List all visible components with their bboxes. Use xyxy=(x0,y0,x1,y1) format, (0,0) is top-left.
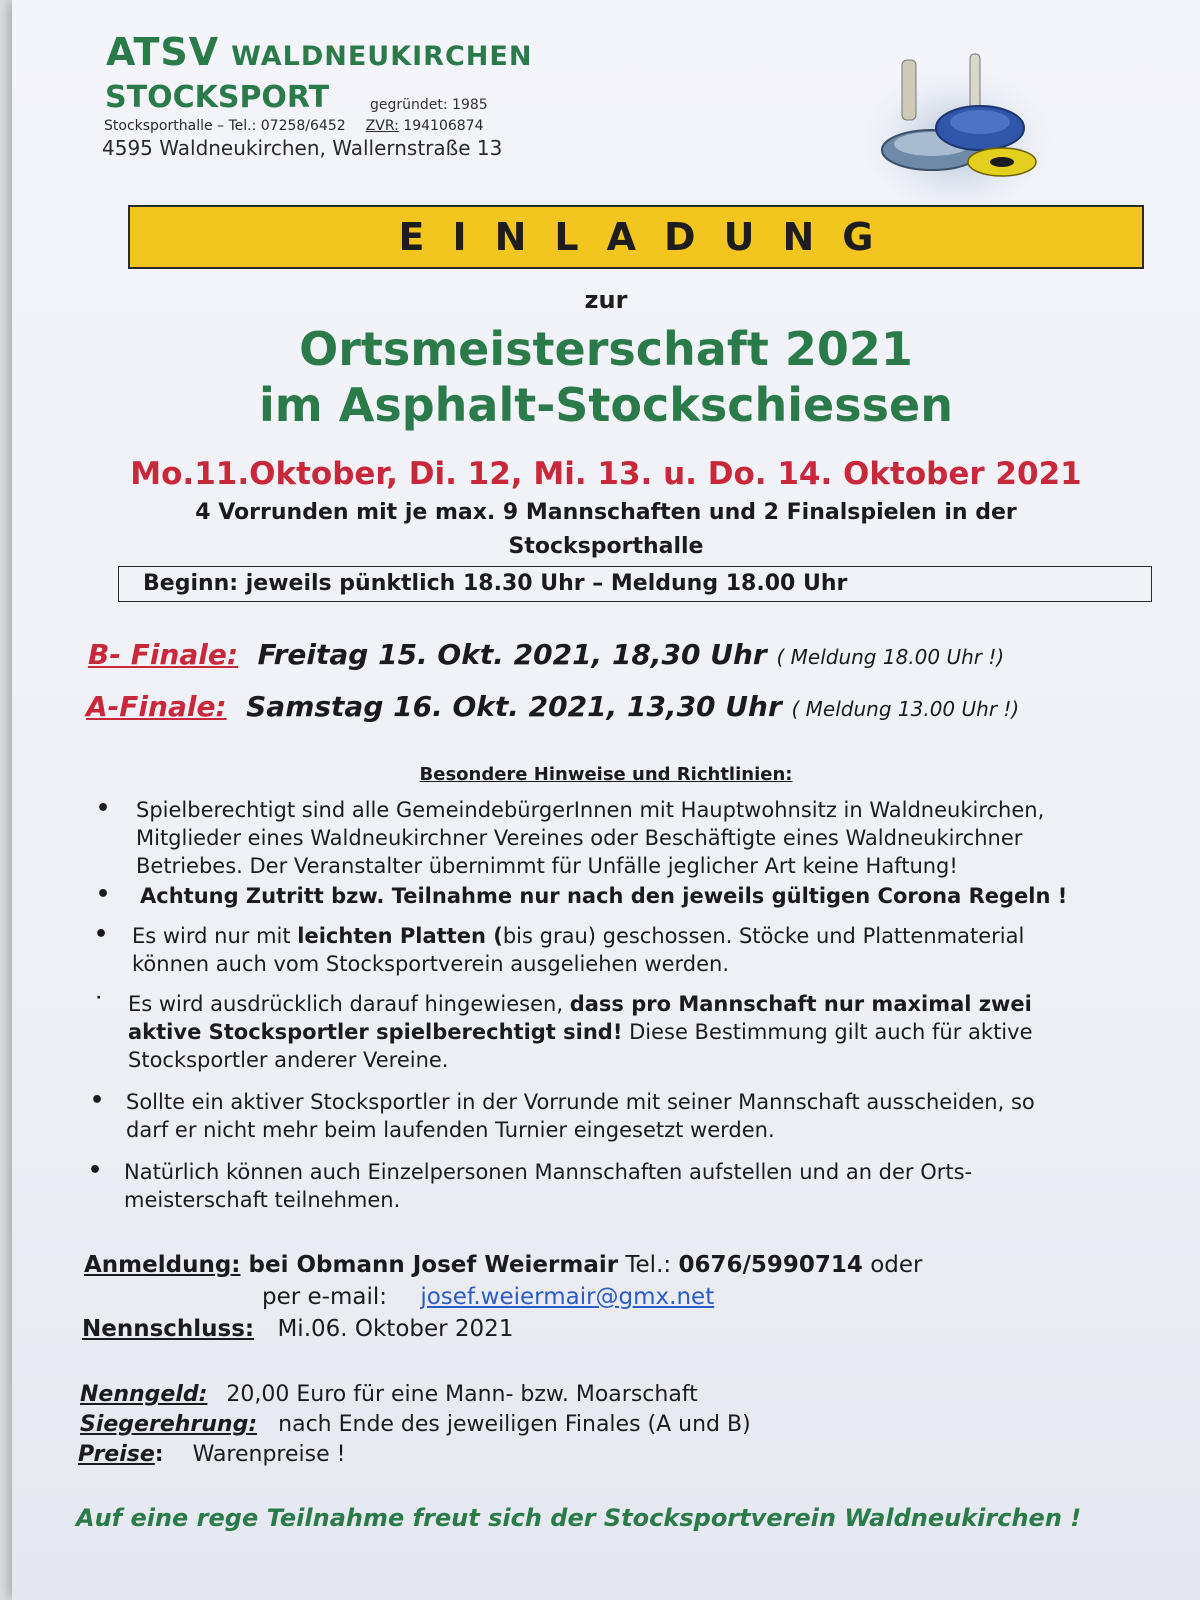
bullet-active-players xyxy=(128,990,1033,1074)
or-text: oder xyxy=(862,1252,923,1278)
elimination-line2: darf er nicht mehr beim laufenden Turnier eingesetzt werden. xyxy=(126,1118,775,1142)
org-town: WALDNEUKIRCHEN xyxy=(231,41,533,72)
zvr-label: ZVR: xyxy=(365,118,399,134)
bullet-eligibility-line: Betriebes. Der Veranstalter übernimmt für Unfälle jeglicher Art keine Haftung! xyxy=(136,854,958,878)
prizes-line xyxy=(78,1442,345,1467)
active-players-bold2: aktive Stocksportler spielberechtigt sind! xyxy=(128,1020,623,1044)
bullet-eligibility xyxy=(136,796,1044,880)
active-players-post: Diese Bestimmung gilt auch für aktive xyxy=(622,1020,1033,1044)
rounds-info-line1: 4 Vorrunden mit je max. 9 Mannschaften und 2 Finalspielen in der xyxy=(195,500,1017,525)
bullet-dot: • xyxy=(94,922,109,947)
a-finale xyxy=(86,690,1019,723)
email-line xyxy=(262,1284,714,1310)
fee-value: 20,00 Euro für eine Mann- bzw. Moarschaft xyxy=(226,1382,698,1407)
intro-word: zur xyxy=(584,286,628,314)
founded-year: gegründet: 1985 xyxy=(370,97,488,113)
deadline-label: Nennschluss: xyxy=(82,1316,255,1342)
active-players-text: Es wird ausdrücklich darauf hingewiesen, xyxy=(128,992,570,1016)
fee-line xyxy=(80,1382,698,1407)
plates-text-post: bis grau) geschossen. Stöcke und Plattenmaterial xyxy=(502,924,1025,948)
fee-label: Nenngeld: xyxy=(80,1382,208,1407)
prizes-colon: : xyxy=(154,1442,164,1467)
ceremony-line xyxy=(80,1412,751,1437)
zvr-number: 194106874 xyxy=(403,118,484,134)
bullet-dot: • xyxy=(88,1158,103,1183)
a-finale-when: Samstag 16. Okt. 2021, 13,30 Uhr xyxy=(246,690,782,723)
registration-contact: bei Obmann Josef Weiermair xyxy=(240,1252,619,1278)
prizes-value: Warenpreise ! xyxy=(192,1442,346,1467)
tel-label: Tel.: xyxy=(618,1252,679,1278)
einladung-banner xyxy=(128,205,1144,269)
plates-bold: leichten Platten ( xyxy=(297,924,503,948)
rounds-info-line2: Stocksporthalle xyxy=(508,534,704,559)
ceremony-value: nach Ende des jeweiligen Finales (A und B) xyxy=(278,1412,751,1437)
email-link[interactable]: josef.weiermair@gmx.net xyxy=(420,1284,715,1310)
address: 4595 Waldneukirchen, Wallernstraße 13 xyxy=(102,136,503,160)
org-abbrev: ATSV xyxy=(106,30,220,74)
event-title-line2: im Asphalt-Stockschiessen xyxy=(259,378,953,432)
individuals-line2: meisterschaft teilnehmen. xyxy=(124,1188,401,1212)
ceremony-label: Siegerehrung: xyxy=(80,1412,258,1437)
event-title-line1: Ortsmeisterschaft 2021 xyxy=(299,322,913,376)
notes-heading: Besondere Hinweise und Richtlinien: xyxy=(419,764,793,785)
bullet-dot: • xyxy=(90,1088,105,1113)
bullet-dot: • xyxy=(96,882,111,907)
a-finale-note: ( Meldung 13.00 Uhr !) xyxy=(791,697,1020,721)
bullet-individuals xyxy=(124,1158,972,1214)
active-players-line3: Stocksportler anderer Vereine. xyxy=(128,1048,449,1072)
banner-text: EINLADUNG xyxy=(398,215,902,259)
event-dates: Mo.11.Oktober, Di. 12, Mi. 13. u. Do. 14. Oktober 2021 xyxy=(130,456,1082,492)
bullet-eligibility-line: Mitglieder eines Waldneukirchner Vereines oder Beschäftigte eines Waldneukirchner xyxy=(136,826,1023,850)
b-finale-label: B- Finale: xyxy=(88,638,239,671)
contact-line xyxy=(104,118,483,134)
individuals-line1: Natürlich können auch Einzelpersonen Mannschaften aufstellen und an der Orts- xyxy=(124,1160,973,1184)
start-time-box: Beginn: jeweils pünktlich 18.30 Uhr – Meldung 18.00 Uhr xyxy=(118,566,1152,602)
email-label: per e-mail: xyxy=(262,1284,387,1310)
a-finale-label: A-Finale: xyxy=(86,690,227,723)
flyer-page xyxy=(12,0,1200,1600)
org-name xyxy=(106,30,532,74)
registration-line xyxy=(84,1252,923,1278)
bullet-corona: Achtung Zutritt bzw. Teilnahme nur nach den jeweils gültigen Corona Regeln ! xyxy=(140,884,1068,908)
b-finale-when: Freitag 15. Okt. 2021, 18,30 Uhr xyxy=(257,638,767,671)
deadline-line xyxy=(82,1316,513,1342)
plates-text: Es wird nur mit xyxy=(132,924,298,948)
bullet-eligibility-line: Spielberechtigt sind alle GemeindebürgerInnen mit Hauptwohnsitz in Waldneukirchen, xyxy=(136,798,1045,822)
b-finale-note: ( Meldung 18.00 Uhr !) xyxy=(776,645,1005,669)
bullet-dot: • xyxy=(96,796,111,821)
bullet-elimination xyxy=(126,1088,1035,1144)
bullet-plates xyxy=(132,922,1024,978)
hall-phone: Stocksporthalle – Tel.: 07258/6452 xyxy=(104,118,346,134)
bullet-dot: · xyxy=(96,990,102,1006)
department-name: STOCKSPORT xyxy=(105,80,330,115)
curling-stock-logo xyxy=(862,40,1052,210)
closing-line: Auf eine rege Teilnahme freut sich der Stocksportverein Waldneukirchen ! xyxy=(76,1504,1082,1532)
b-finale xyxy=(88,638,1004,671)
elimination-line1: Sollte ein aktiver Stocksportler in der Vorrunde mit seiner Mannschaft ausscheiden, so xyxy=(126,1090,1035,1114)
plates-line2: können auch vom Stocksportverein ausgeliehen werden. xyxy=(132,952,730,976)
registration-phone: 0676/5990714 xyxy=(678,1252,863,1278)
prizes-label: Preise xyxy=(78,1442,155,1467)
deadline-date: Mi.06. Oktober 2021 xyxy=(277,1316,514,1342)
active-players-bold: dass pro Mannschaft nur maximal zwei xyxy=(569,992,1032,1016)
registration-label: Anmeldung: xyxy=(84,1252,241,1278)
